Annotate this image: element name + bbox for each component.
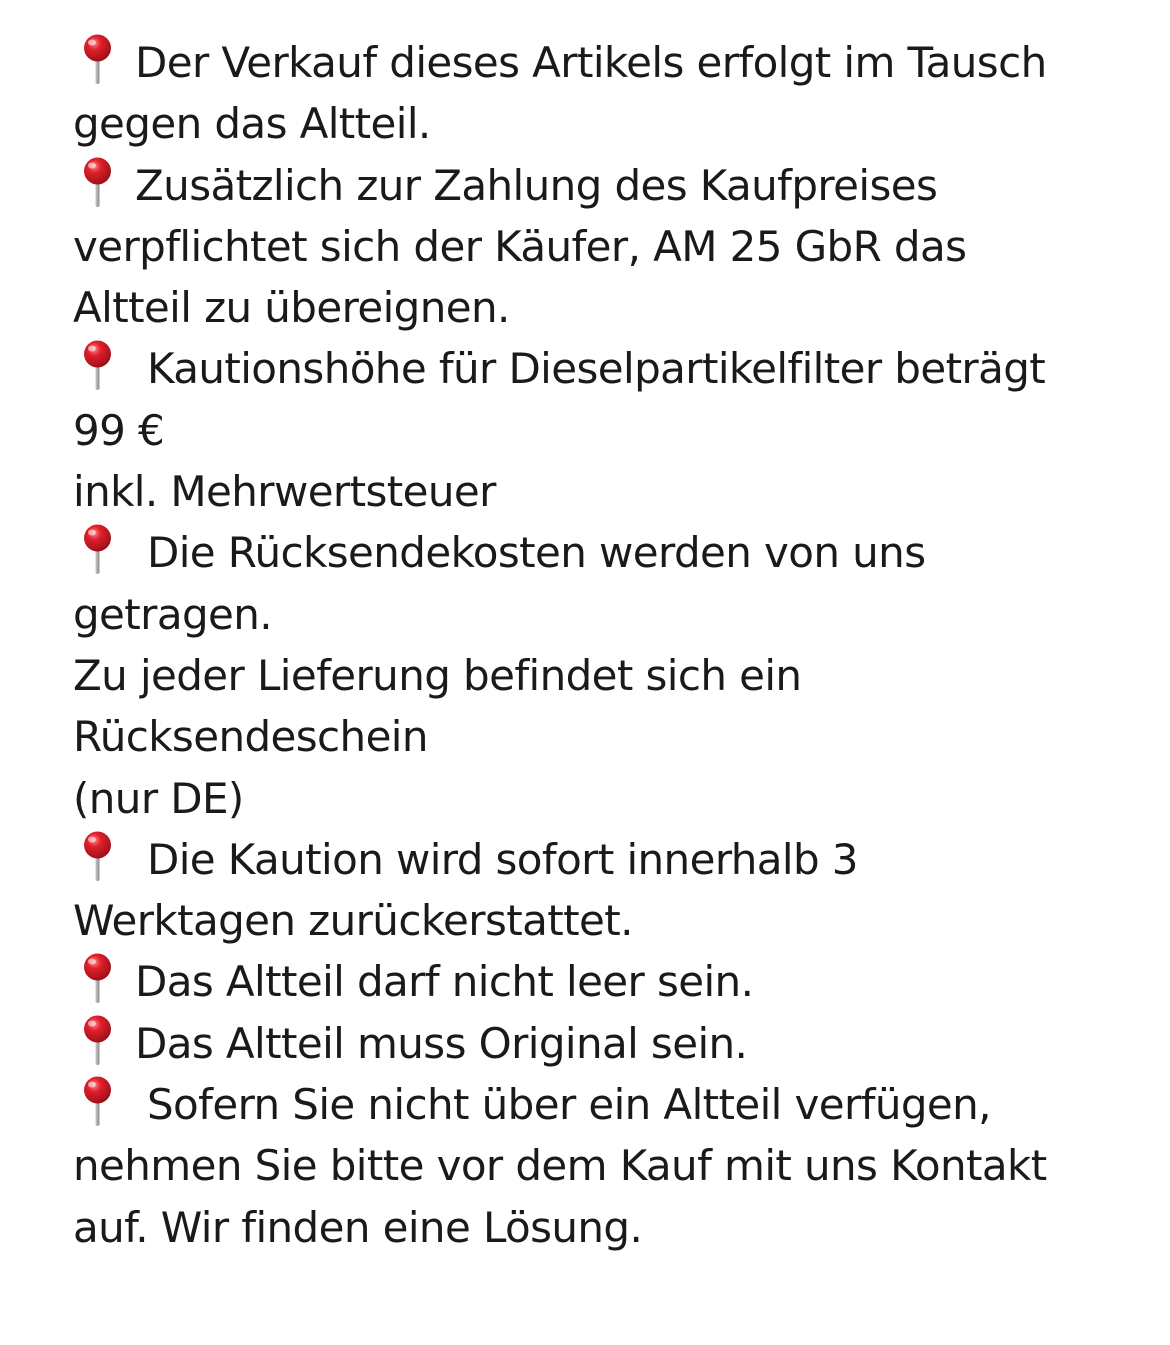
paragraph-text: Kautionshöhe für Dieselpartikelfilter beträgt — [147, 344, 1046, 394]
paragraph-text: Rücksendeschein — [73, 712, 428, 762]
paragraph-text: Der Verkauf dieses Artikels erfolgt im Tausch — [135, 38, 1047, 87]
paragraph-8 — [73, 1074, 1113, 1258]
paragraph-5 — [73, 829, 1113, 952]
round-pushpin-icon — [73, 156, 123, 208]
round-pushpin-icon — [73, 1014, 123, 1066]
round-pushpin-icon — [73, 952, 123, 1004]
paragraph-6 — [73, 951, 1113, 1012]
round-pushpin-icon — [73, 523, 123, 575]
paragraph-3 — [73, 338, 1113, 522]
paragraph-1 — [73, 32, 1113, 155]
paragraph-2 — [73, 155, 1113, 339]
paragraph-text: Die Kaution wird sofort innerhalb 3 — [147, 834, 858, 884]
paragraph-text: getragen. — [73, 589, 273, 639]
paragraph-text: Das Altteil darf nicht leer sein. — [135, 957, 754, 1007]
paragraph-text: Zusätzlich zur Zahlung des Kaufpreises — [135, 160, 938, 210]
round-pushpin-icon — [73, 33, 123, 85]
paragraph-text: auf. Wir finden eine Lösung. — [73, 1202, 643, 1252]
paragraph-text: Werktagen zurückerstattet. — [73, 896, 633, 946]
item-description — [73, 32, 1113, 1258]
paragraph-7 — [73, 1013, 1113, 1074]
round-pushpin-icon — [73, 339, 123, 391]
round-pushpin-icon — [73, 1075, 123, 1127]
paragraph-text: gegen das Altteil. — [73, 99, 431, 149]
paragraph-text: verpflichtet sich der Käufer, AM 25 GbR das — [73, 221, 967, 271]
paragraph-text: Die Rücksendekosten werden von uns — [147, 528, 926, 578]
paragraph-text: Zu jeder Lieferung befindet sich ein — [73, 650, 802, 700]
paragraph-text: 99 € — [73, 405, 165, 455]
paragraph-text: Altteil zu übereignen. — [73, 283, 510, 333]
paragraph-text: Sofern Sie nicht über ein Altteil verfügen, — [147, 1080, 991, 1130]
paragraph-text: inkl. Mehrwertsteuer — [73, 467, 496, 517]
paragraph-text: nehmen Sie bitte vor dem Kauf mit uns Kontakt — [73, 1141, 1047, 1191]
paragraph-text: Das Altteil muss Original sein. — [135, 1018, 748, 1068]
paragraph-4 — [73, 522, 1113, 828]
paragraph-text: (nur DE) — [73, 773, 244, 823]
round-pushpin-icon — [73, 830, 123, 882]
